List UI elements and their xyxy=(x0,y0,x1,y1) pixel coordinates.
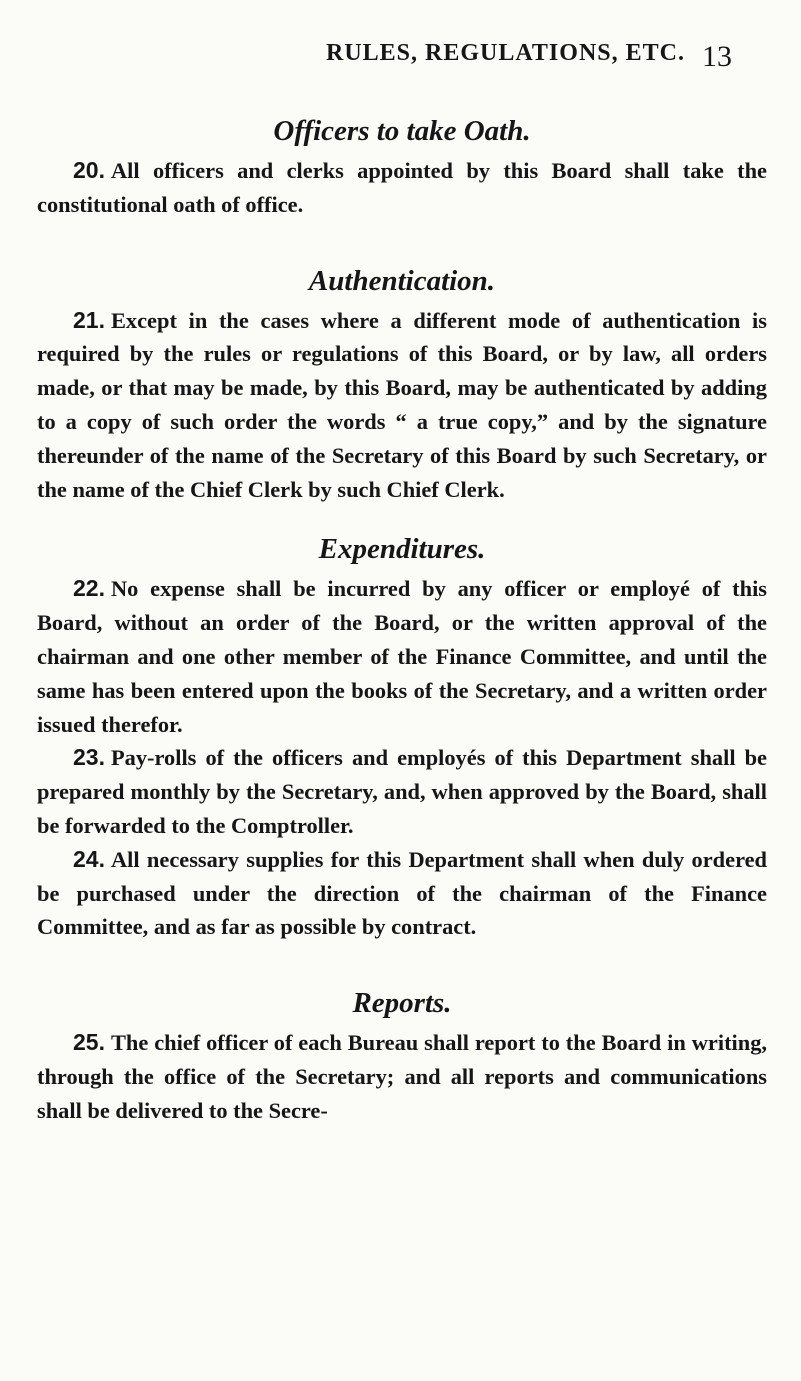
rule-number: 23. xyxy=(73,744,105,771)
rule-25 xyxy=(37,1026,767,1127)
rule-number: 20. xyxy=(73,157,105,183)
rule-text: All officers and clerks appointed by this Board shall take the constitutional oath of office. xyxy=(37,158,767,217)
running-title: RULES, REGULATIONS, ETC. xyxy=(326,40,685,66)
rule-text: The chief officer of each Bureau shall report to the Board in writing, through the office of the Secretary; and all reports and communications shall be delivered to the Secre- xyxy=(37,1030,767,1123)
rule-21 xyxy=(37,304,767,507)
page-number: 13 xyxy=(702,40,732,73)
rule-number: 21. xyxy=(73,306,105,333)
page-body xyxy=(37,108,767,1128)
rule-number: 24. xyxy=(73,845,105,872)
section-heading-expenditures: Expenditures. xyxy=(318,533,486,566)
section-heading-officers-oath: Officers to take Oath. xyxy=(273,115,531,147)
rule-number: 22. xyxy=(73,575,105,602)
rule-number: 25. xyxy=(73,1029,105,1056)
section-heading-reports: Reports. xyxy=(352,987,452,1020)
rule-24 xyxy=(37,843,767,944)
running-head xyxy=(0,40,801,80)
rule-20 xyxy=(37,154,767,222)
rule-text: Pay-rolls of the officers and employés of this Department shall be prepared monthly by the Secretary, and, when approved by the Board, shall be forwarded to the Comptroller. xyxy=(37,745,767,838)
rule-text: Except in the cases where a different mode of authentication is required by the rules or regulations of this Board, or by law, all orders made, or that may be made, by this Board, may be authenticated by adding to a copy of such order the words “ a true copy,” and by the signature thereunder of the name of the Secretary of this Board by such Secretary, or the name of the Chief Clerk by such Chief Clerk. xyxy=(37,307,767,502)
rule-23 xyxy=(37,741,767,842)
rule-text: All necessary supplies for this Department shall when duly ordered be purchased under the direction of the chairman of the Finance Committee, and as far as possible by contract. xyxy=(37,846,767,940)
rule-22 xyxy=(37,572,767,741)
rule-text: No expense shall be incurred by any officer or employé of this Board, without an order of the Board, or the written approval of the chairman and one other member of the Finance Committee, and until the same has been entered upon the books of the Secretary, and a written order issued therefor. xyxy=(37,576,767,737)
section-heading-authentication: Authentication. xyxy=(308,264,496,297)
